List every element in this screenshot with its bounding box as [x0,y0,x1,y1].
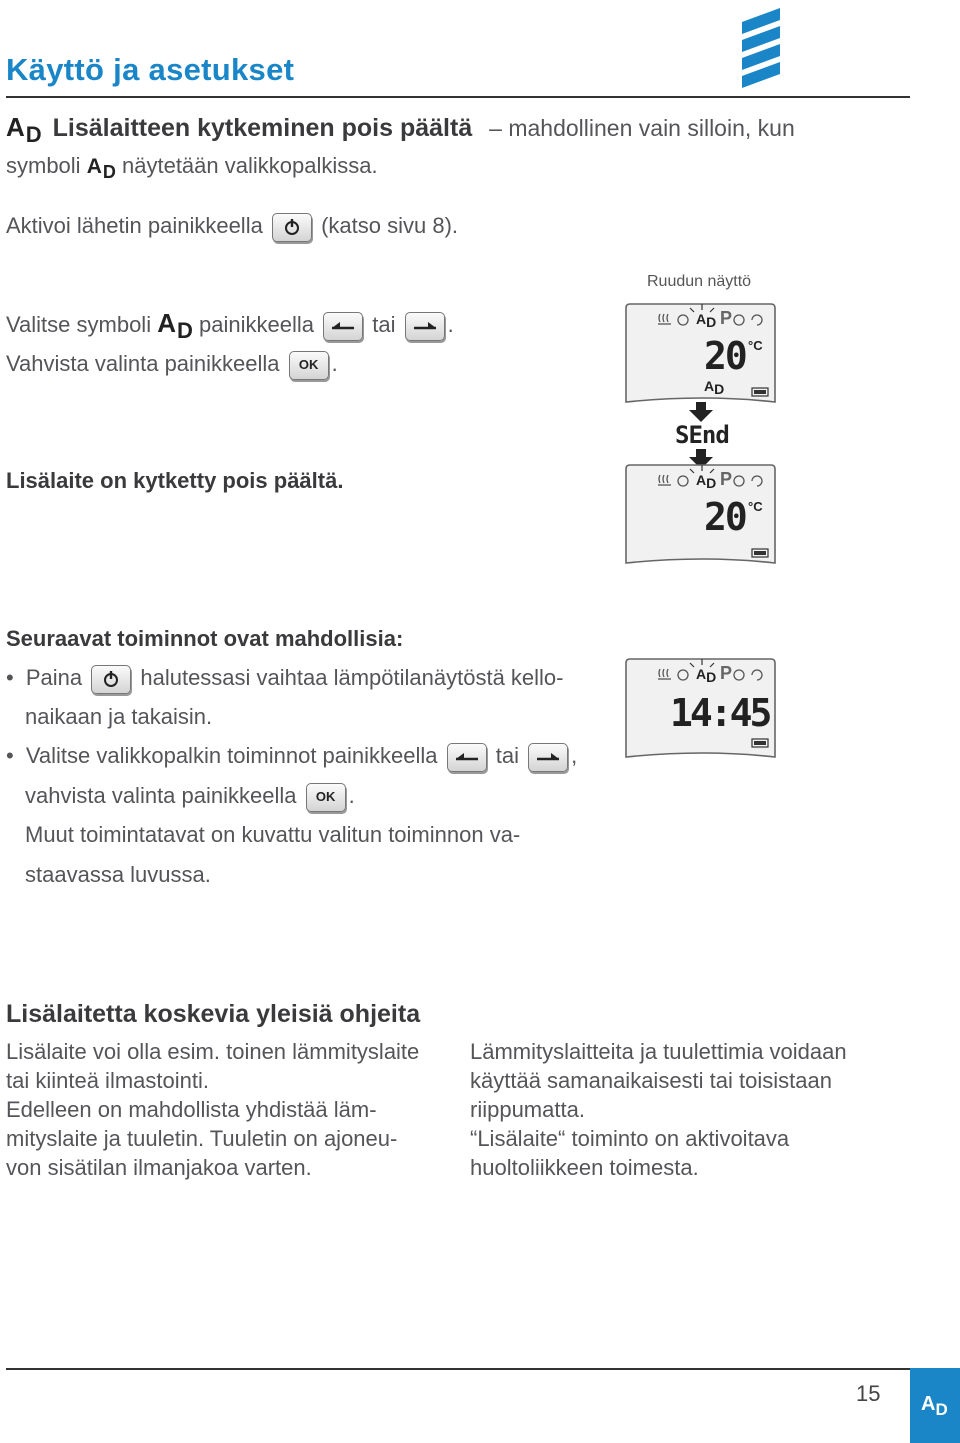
section3-left-column [6,1038,419,1182]
left-arrow-key-icon [323,312,363,341]
display-caption: Ruudun näyttö [647,273,752,290]
lcd-ad-symbol: AD [696,311,717,330]
left-paragraph-line: Lisälaite voi olla esim. toinen lämmityslaite [6,1039,420,1064]
arrow-down-icon [689,402,713,422]
select-text: Valitse symboli [6,312,152,337]
section2-heading: Seuraavat toiminnot ovat mahdollisia: [6,626,404,651]
right-paragraph-line: “Lisälaite“ toiminto on aktivoitava [470,1126,790,1151]
section1-heading-suffix: – mahdollinen vain silloin, kun [489,115,795,141]
footer-divider [6,1368,910,1370]
period: . [447,312,454,337]
lcd-p-label: P [720,308,733,328]
title-divider [6,96,910,98]
lcd-clock-time: 14:45 [670,691,770,735]
bullet1-text-cont: halutessasi vaihtaa lämpötilanäytöstä kello- [140,665,564,690]
lcd-send-text: SEnd [675,421,729,449]
section1-heading-line [6,112,795,147]
lcd-temperature: 20 [704,495,746,539]
ad-symbol-large: AD [157,308,193,343]
activate-page-ref: (katso sivu 8). [321,213,459,238]
footer-ad-tab [910,1368,960,1443]
confirm-line [6,350,338,380]
power-key-icon [272,213,312,242]
ad-symbol: AD [6,112,42,147]
ok-key-icon [306,783,346,812]
section1-line2 [6,152,378,180]
left-paragraph-line: mityslaite ja tuuletin. Tuuletin on ajoneu- [6,1126,398,1151]
page-title: Käyttö ja asetukset [6,52,295,87]
bullet2-line1 [6,742,577,772]
lcd-display-before [624,302,777,406]
period: . [331,351,338,376]
left-paragraph-line: von sisätilan ilmanjakoa varten. [6,1155,312,1180]
activate-line [6,212,458,242]
right-paragraph-line: käyttää samanaikaisesti tai toisistaan [470,1068,832,1093]
lcd-p-label: P [720,469,733,489]
lcd-p-label: P [720,663,733,683]
lcd-display-clock [624,657,777,761]
lcd-ad-symbol: AD [696,472,717,491]
bullet2-line3: Muut toimintatavat on kuvattu valitun toiminnon va- [25,822,521,847]
ok-key-label: OK [298,356,319,372]
lcd-ad-small: AD [704,378,725,397]
ok-key-label: OK [315,788,336,804]
left-arrow-key-icon [447,743,487,772]
right-arrow-key-icon [528,743,568,772]
text-menu-bar: näytetään valikkopalkissa. [122,153,378,178]
comma: , [571,743,578,768]
ok-key-icon [289,351,329,380]
right-paragraph-line: huoltoliikkeen toimesta. [470,1155,699,1180]
lcd-temperature: 20 [704,334,746,378]
section3-right-column [470,1038,847,1182]
right-paragraph-line: Lämmityslaitteita ja tuulettimia voidaan [470,1039,847,1064]
page-number: 15 [856,1381,881,1406]
left-paragraph-line: tai kiinteä ilmastointi. [6,1068,209,1093]
power-key-icon [91,665,131,694]
left-paragraph-line: Edelleen on mahdollista yhdistää läm- [6,1097,377,1122]
or-text: tai [372,312,396,337]
lcd-ad-symbol: AD [696,666,717,685]
period: . [348,783,355,808]
bullet1-line2: naikaan ja takaisin. [25,704,213,729]
lcd-unit: °C [748,338,763,353]
select-mid-text: painikkeella [199,312,314,337]
bullet: • [6,743,14,768]
lcd-unit: °C [748,499,763,514]
ad-symbol-small: $A_D$ [86,155,116,182]
footer-ad-symbol: $A_D$ [921,1393,948,1419]
activate-text: Aktivoi lähetin painikkeella [6,213,263,238]
section1-heading: Lisälaitteen kytkeminen pois päältä [52,114,473,142]
result-text: Lisälaite on kytketty pois päältä. [6,468,344,493]
bullet2-line2 [25,782,355,812]
bullet1-line1 [6,664,563,694]
right-arrow-key-icon [405,312,445,341]
or-text: tai [495,743,520,768]
select-line [6,310,454,341]
right-paragraph-line: riippumatta. [470,1097,585,1122]
section3-heading: Lisälaitetta koskevia yleisiä ohjeita [6,1000,421,1028]
bullet1-text: Paina [25,665,83,690]
lcd-display-after [624,463,777,567]
text-symboli: symboli [6,153,81,178]
bullet2-text: Valitse valikkopalkin toiminnot painikkeella [25,743,438,768]
eberspaecher-logo-icon [736,8,784,88]
bullet2-confirm-text: vahvista valinta painikkeella [25,783,297,808]
confirm-text: Vahvista valinta painikkeella [6,351,280,376]
bullet2-line4: staavassa luvussa. [25,862,211,887]
bullet: • [6,665,14,690]
